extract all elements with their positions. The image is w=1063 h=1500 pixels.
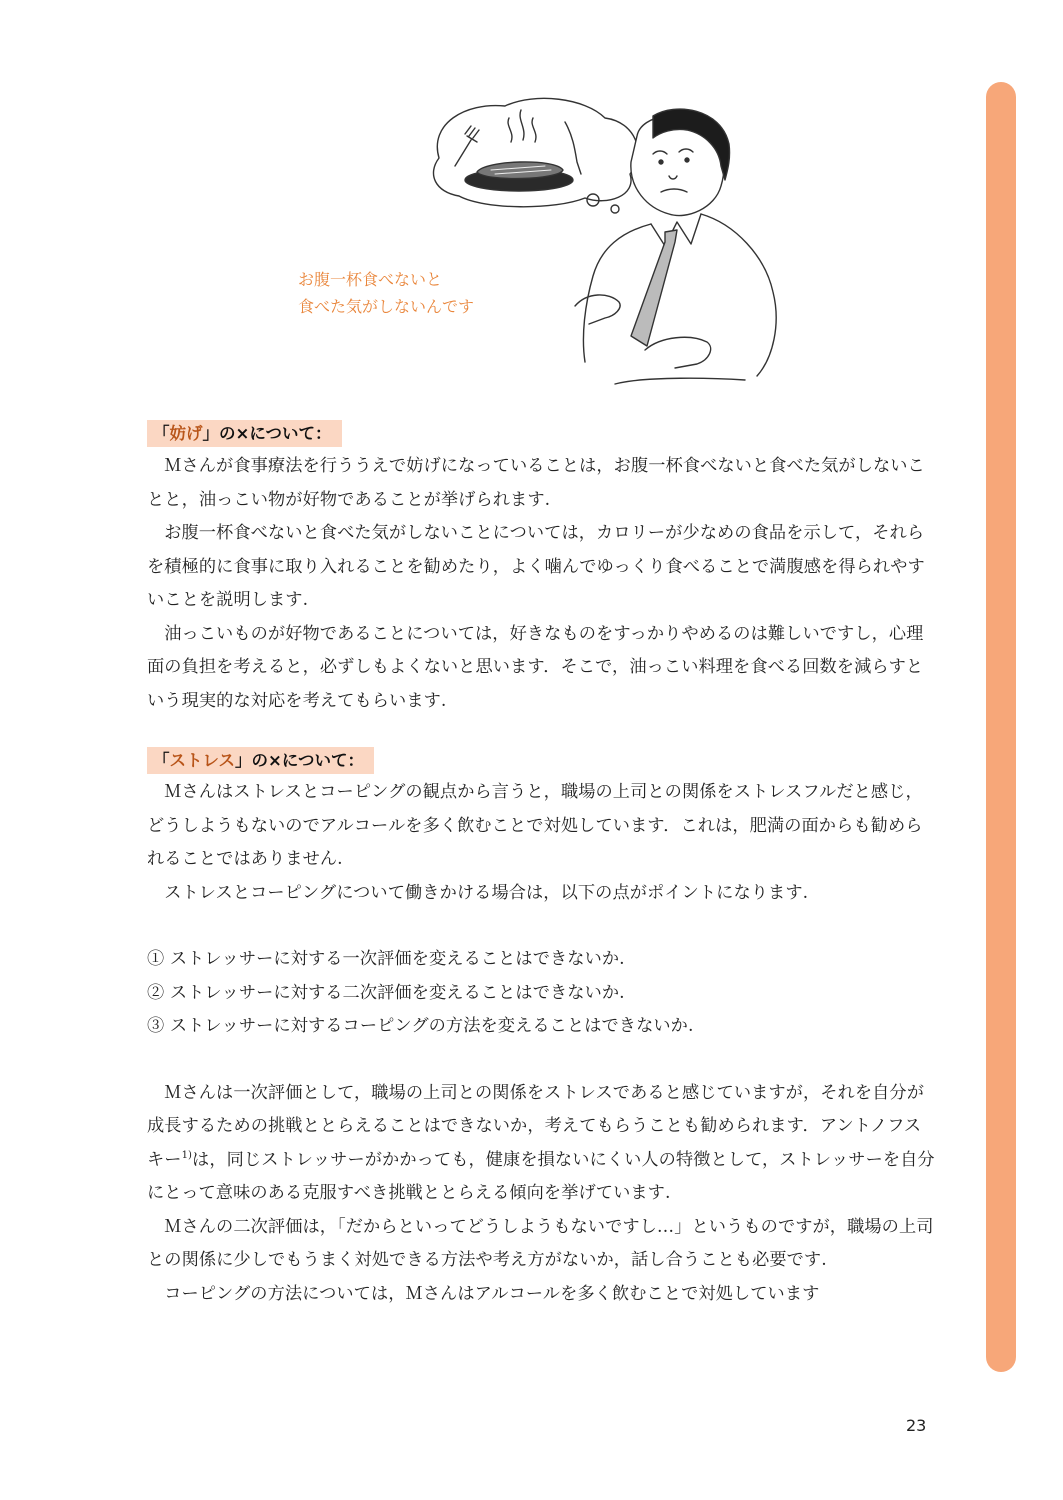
section-body-stress xyxy=(147,776,937,1311)
body-paragraph: コーピングの方法については，Ｍさんはアルコールを多く飲むことで対処しています xyxy=(164,1283,820,1304)
body-paragraph: Ｍさんの二次評価は，「だからといってどうしようもないですし…」というものですが，職場の上司との関係に少しでもうまく対処できる方法や考え方がないか，話し合うことも必要です. xyxy=(147,1216,934,1270)
steam-icon xyxy=(508,110,536,142)
caption-line: お腹一杯食べないと xyxy=(298,270,443,289)
fork-icon xyxy=(455,126,479,166)
reference-marker: 1) xyxy=(181,1149,193,1161)
man-hand-right xyxy=(645,337,711,368)
body-paragraph-antonovsky xyxy=(147,1077,937,1211)
section-body-obstacle xyxy=(147,450,937,718)
knife-icon xyxy=(565,122,581,174)
illustration-caption xyxy=(298,266,474,320)
heading-bracket: 「 xyxy=(153,751,170,770)
man-hand-left xyxy=(575,295,620,324)
heading-suffix: 」の×について： xyxy=(235,751,365,770)
necktie xyxy=(631,230,677,346)
thought-dot-small xyxy=(611,205,619,213)
chapter-side-tab xyxy=(986,82,1016,1372)
caption-line: 食べた気がしないんです xyxy=(298,297,475,316)
heading-bracket: 「 xyxy=(153,424,170,443)
paragraph-text: Ｍさんは一次評価として，職場の上司との関係をストレスであると感じていますが，それを自分が成長するための挑戦ととらえることはできないか，考えてもらうことも勧められます．アントノフスキー xyxy=(147,1082,924,1170)
body-paragraph: Ｍさんはストレスとコーピングの観点から言うと，職場の上司との関係をストレスフルだと感じ，どうしようもないのでアルコールを多く飲むことで対処しています．これは，肥満の面からも勧められることではありません. xyxy=(147,782,923,869)
body-paragraph: 油っこいものが好物であることについては，好きなものをすっかりやめるのは難しいですし，心理面の負担を考えると，必ずしもよくないと思います．そこで，油っこい料理を食べる回数を減らすという現実的な対応を考えてもらいます. xyxy=(147,623,924,711)
body-paragraph: ストレスとコーピングについて働きかける場合は，以下の点がポイントになります. xyxy=(164,882,809,903)
point-item: ② ストレッサーに対する二次評価を変えることはできないか. xyxy=(147,982,625,1003)
man-thinking-of-steak-illustration xyxy=(425,96,785,386)
paragraph-text: は，同じストレッサーがかかっても，健康を損ないにくい人の特徴として，ストレッサーを自分にとって意味のある克服すべき挑戦ととらえる傾向を挙げています. xyxy=(147,1149,935,1203)
point-item: ③ ストレッサーに対するコーピングの方法を変えることはできないか. xyxy=(147,1016,694,1036)
man-shirt xyxy=(583,214,776,384)
heading-suffix: 」の×について： xyxy=(202,424,332,443)
heading-keyword: 妨げ xyxy=(169,424,203,443)
point-item: ① ストレッサーに対する一次評価を変えることはできないか. xyxy=(147,949,625,969)
section-heading-stress xyxy=(147,747,374,774)
section-heading-obstacle xyxy=(147,420,342,447)
heading-keyword: ストレス xyxy=(169,751,236,770)
body-paragraph: お腹一杯食べないと食べた気がしないことについては，カロリーが少なめの食品を示して，それらを積極的に食事に取り入れることを勧めたり，よく噛んでゆっくり食べることで満腹感を得られやすいことを説明します. xyxy=(147,523,925,610)
page-number: 23 xyxy=(906,1416,927,1435)
body-paragraph: Ｍさんが食事療法を行ううえで妨げになっていることは，お腹一杯食べないと食べた気がしないことと，油っこい物が好物であることが挙げられます. xyxy=(147,456,925,510)
